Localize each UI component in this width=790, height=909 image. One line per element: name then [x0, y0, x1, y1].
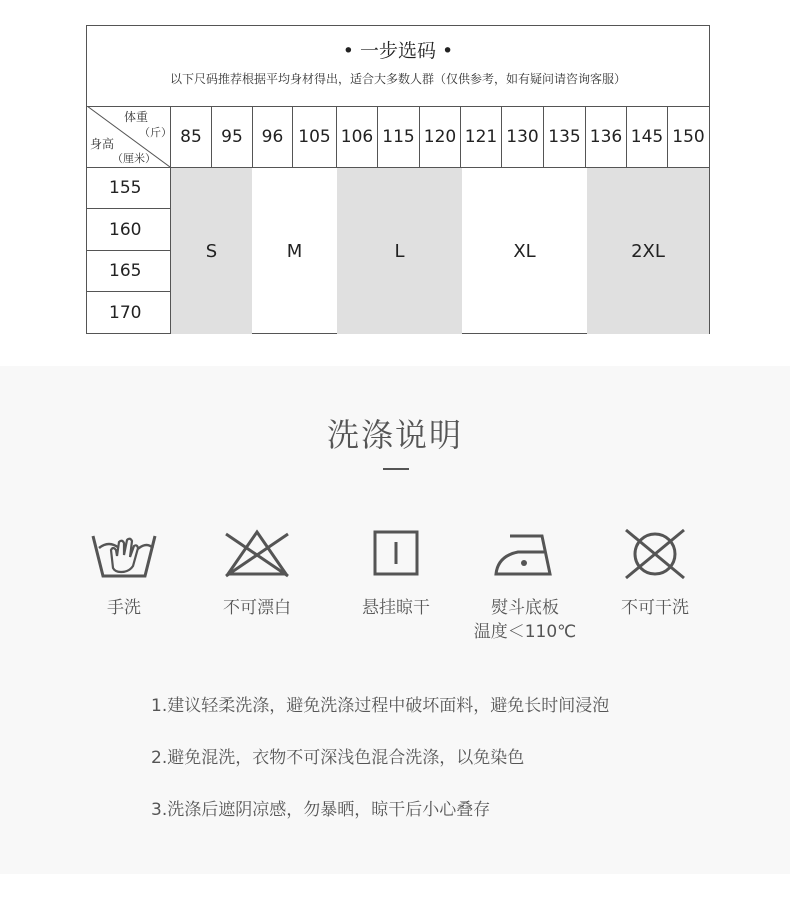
care-note: 2.避免混洗，衣物不可深浅色混合洗涤，以免染色 [151, 748, 525, 768]
washing-section [0, 366, 790, 874]
no-dry-clean-icon [620, 526, 690, 582]
care-label-line2: 温度＜110℃ [473, 622, 577, 642]
size-band: M [286, 240, 303, 262]
care-item-iron [460, 526, 590, 644]
care-item-no-bleach [192, 526, 322, 620]
weight-cell: 115 [378, 106, 420, 167]
no-bleach-icon [222, 526, 292, 582]
care-label: 不可漂白 [223, 598, 291, 618]
care-label: 不可干洗 [621, 598, 689, 618]
size-band: L [337, 168, 462, 334]
title-divider [383, 468, 409, 470]
hand-wash-icon [89, 526, 159, 582]
size-band: S [171, 168, 252, 334]
weight-cell: 105 [293, 106, 337, 167]
iron-low-icon [490, 526, 560, 582]
weight-cell: 96 [253, 106, 293, 167]
height-unit: （厘米） [112, 152, 156, 165]
weight-cell: 121 [461, 106, 502, 167]
height-label: 身高 [90, 137, 115, 151]
washing-title: 洗涤说明 [326, 416, 463, 454]
weight-cell: 136 [586, 106, 627, 167]
height-cell: 165 [87, 251, 171, 292]
care-label [460, 596, 590, 644]
care-item-hang-dry [331, 526, 461, 620]
care-item-hand-wash [59, 526, 189, 620]
size-chart-title: • 一步选码 • [342, 40, 454, 62]
size-band: XL [513, 240, 536, 262]
weight-unit: （斤） [139, 126, 172, 139]
size-chart-header [87, 26, 709, 107]
height-cell: 160 [87, 209, 171, 251]
size-band: 2XL [587, 168, 709, 334]
care-label-line1: 熨斗底板 [491, 598, 559, 618]
weight-label: 体重 [124, 110, 149, 124]
size-chart-table [86, 25, 710, 334]
weight-cell: 150 [668, 106, 710, 167]
size-chart-subtitle: 以下尺码推荐根据平均身材得出，适合大多数人群（仅供参考，如有疑问请咨询客服） [169, 72, 626, 86]
height-cell: 155 [87, 168, 171, 209]
care-label: 悬挂晾干 [362, 598, 430, 618]
weight-cell: 135 [544, 106, 586, 167]
care-note: 3.洗涤后遮阴凉感，勿暴晒，晾干后小心叠存 [151, 800, 491, 820]
weight-cell: 130 [502, 106, 544, 167]
weight-cell: 145 [627, 106, 668, 167]
size-chart-section [0, 0, 790, 366]
care-label: 手洗 [107, 598, 141, 618]
weight-cell: 85 [171, 106, 212, 167]
diagonal-header-cell [87, 106, 171, 167]
weight-cell: 95 [212, 106, 253, 167]
hang-dry-icon [361, 526, 431, 582]
weight-cell: 106 [337, 106, 378, 167]
height-cell: 170 [87, 292, 171, 334]
weight-cell: 120 [420, 106, 461, 167]
care-item-no-dry-clean [590, 526, 720, 620]
care-note: 1.建议轻柔洗涤，避免洗涤过程中破坏面料，避免长时间浸泡 [151, 696, 610, 716]
weight-header-row [87, 106, 709, 168]
